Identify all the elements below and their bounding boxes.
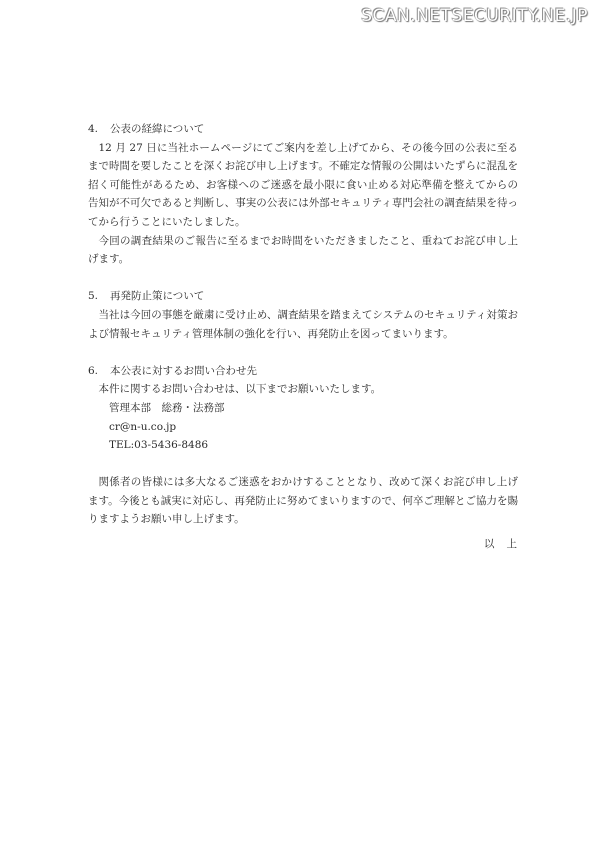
contact-email[interactable]: cr@n-u.co.jp <box>109 420 177 433</box>
section-number: 4. <box>88 123 99 135</box>
section-6 <box>88 362 518 455</box>
paragraph: 本件に関するお問い合わせは、以下までお願いいたします。 <box>98 383 382 396</box>
section-4 <box>88 120 518 269</box>
section-title: 再発防止策について <box>110 290 205 303</box>
section-heading <box>88 362 518 381</box>
section-number: 5. <box>88 290 99 303</box>
section-heading <box>88 287 518 306</box>
section-heading <box>88 120 518 139</box>
watermark: SCAN.NETSECURITY.NE.JP <box>361 6 588 26</box>
section-5 <box>88 287 518 343</box>
section-title: 本公表に対するお問い合わせ先 <box>110 364 257 377</box>
end-mark: 以上 <box>484 538 529 550</box>
paragraph: 12 月 27 日に当社ホームページにてご案内を差し上げてから、その後今回の公表に至るまで時間を要したことを深くお詫び申し上げます。不確定な情報の公開はいたずらに混乱を招く可能性があるため、お客様へのご迷惑を最小限に食い止める対応準備を整えてからの告知が不可欠であると判断し、事実の公表には外部セキュリティ専門会社の調査結果を待ってから行うことにいたしました。 <box>88 141 519 228</box>
contact-tel: TEL:03-5436-8486 <box>109 439 209 452</box>
closing-paragraph: 関係者の皆様には多大なるご迷惑をおかけすることとなり、改めて深くお詫び申し上げます。今後とも誠実に対応し、再発防止に努めてまいりますので、何卒ご理解とご協力を賜りますようお願い申し上げます。 <box>88 476 518 526</box>
paragraph: 今回の調査結果のご報告に至るまでお時間をいただきましたこと、重ねてお詫び申し上げます。 <box>88 234 518 266</box>
contact-department: 管理本部 総務・法務部 <box>109 401 225 414</box>
section-number: 6. <box>88 364 99 377</box>
section-title: 公表の経緯について <box>110 123 205 135</box>
paragraph: 当社は今回の事態を厳粛に受け止め、調査結果を踏まえてシステムのセキュリティ対策および情報セキュリティ管理体制の強化を行い、再発防止を図ってまいります。 <box>88 308 518 340</box>
document-body <box>88 120 518 529</box>
